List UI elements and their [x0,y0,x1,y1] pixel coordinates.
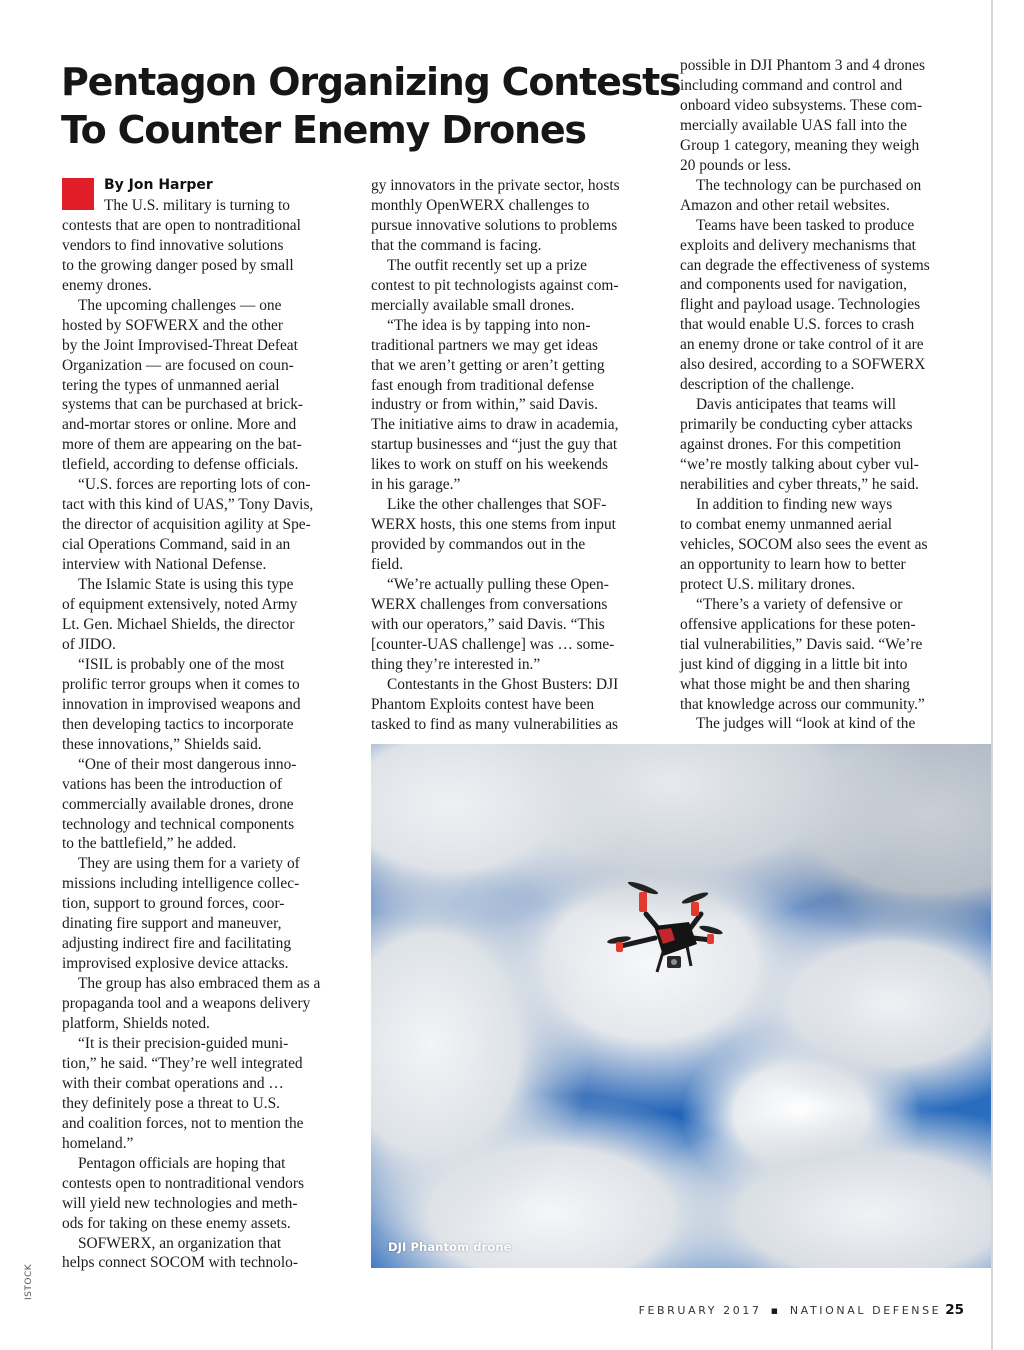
text-line: that the command is facing. [371,236,542,254]
text-line: that we aren’t getting or aren’t getting [371,356,605,374]
text-line: SOFWERX, an organization that [78,1234,282,1252]
text-line: cial Operations Command, said in an [62,536,291,554]
footer-bullet: ▪ [770,1304,781,1317]
headline-line-1: Pentagon Organizing Contests [61,60,681,104]
text-line: missions including intelligence collec- [62,875,300,893]
headline-line-2: To Counter Enemy Drones [61,108,586,152]
text-line: that knowledge across our community.” [680,695,925,713]
headline [61,58,681,154]
text-line: tion, support to ground forces, coor- [62,895,285,913]
text-line: nerabilities and cyber threats,” he said. [680,476,919,494]
text-line: innovation in improvised weapons and [62,695,301,713]
text-line: enemy drones. [62,276,152,294]
text-line: homeland.” [62,1134,134,1152]
text-line: against drones. For this competition [680,436,901,454]
text-line: startup businesses and “just the guy that [371,436,618,454]
text-line: vehicles, SOCOM also sees the event as [680,535,928,553]
byline: By Jon Harper [104,177,213,193]
page-number: 25 [945,1302,964,1318]
text-line: tact with this kind of UAS,” Tony Davis, [62,496,314,514]
text-line: WERX hosts, this one stems from input [371,516,616,534]
text-line: tasked to find as many vulnerabilities as [371,715,619,733]
drone-photo [371,744,991,1268]
article-column-2 [371,176,663,735]
text-line: Group 1 category, meaning they weigh [680,136,920,154]
text-line: contests open to nontraditional vendors [62,1174,304,1192]
text-line: by the Joint Improvised-Threat Defeat [62,336,298,354]
text-line: pursue innovative solutions to problems [371,216,618,234]
text-line: flight and payload usage. Technologies [680,296,921,314]
text-line: with our operators,” said Davis. “This [371,615,605,633]
drone-body [654,922,697,956]
text-line: traditional partners we may get ideas [371,336,598,354]
text-line: exploits and delivery mechanisms that [680,236,916,254]
text-line: an opportunity to learn how to better [680,555,906,573]
text-line: gy innovators in the private sector, hosts [371,177,620,194]
text-line: 20 pounds or less. [680,156,792,174]
text-line: also desired, according to a SOFWERX [680,356,926,374]
text-line: [counter-UAS challenge] was … some- [371,635,615,653]
text-line: “There’s a variety of defensive or [696,595,903,613]
text-line: description of the challenge. [680,376,855,394]
text-line: they definitely pose a threat to U.S. [62,1094,280,1112]
drone-illustration [371,744,991,1268]
text-line: to the battlefield,” he added. [62,835,237,853]
text-line: “It is their precision-guided muni- [78,1034,289,1052]
text-line: “we’re mostly talking about cyber vul- [680,456,919,474]
text-line: The upcoming challenges — one [78,296,282,314]
text-line: contest to pit technologists against com- [371,276,619,294]
text-line: likes to work on stuff on his weekends [371,456,608,474]
text-line: primarily be conducting cyber attacks [680,416,913,434]
text-line: Phantom Exploits contest have been [371,695,595,713]
text-line: vations has been the introduction of [62,775,283,793]
text-line: can degrade the effectiveness of systems [680,256,930,274]
text-line: tering the types of unmanned aerial [62,376,280,394]
text-line: improvised explosive device attacks. [62,955,289,973]
text-line: helps connect SOCOM with technolo- [62,1254,298,1272]
text-line: will yield new technologies and meth- [62,1194,298,1212]
page-footer [639,1302,964,1318]
text-line: to the growing danger posed by small [62,256,294,274]
text-line: that would enable U.S. forces to crash [680,316,915,334]
text-line: interview with National Defense. [62,556,267,574]
text-line: The technology can be purchased on [696,176,922,194]
text-line: monthly OpenWERX challenges to [371,196,590,214]
text-line: ods for taking on these enemy assets. [62,1214,291,1232]
text-line: these innovations,” Shields said. [62,735,262,753]
text-line: an enemy drone or take control of it are [680,336,924,354]
text-line: and coalition forces, not to mention the [62,1114,304,1132]
text-line: platform, Shields noted. [62,1015,210,1033]
text-line: of equipment extensively, noted Army [62,596,298,614]
text-line: including command and control and [680,76,903,94]
text-line: Organization — are focused on coun- [62,356,294,374]
text-line: The initiative aims to draw in academia, [371,416,619,434]
text-line: Contestants in the Ghost Busters: DJI [387,675,619,693]
text-line: and components used for navigation, [680,276,907,294]
text-line: “The idea is by tapping into non- [387,316,591,334]
text-line: protect U.S. military drones. [680,575,856,593]
text-line: fast enough from traditional defense [371,376,595,394]
text-line: field. [371,556,404,574]
text-line: to combat enemy unmanned aerial [680,515,892,533]
text-line: The group has also embraced them as a [78,975,321,993]
text-line: in his garage.” [371,476,461,494]
text-line: dinating fire support and maneuver, [62,915,282,933]
text-line: Lt. Gen. Michael Shields, the director [62,615,295,633]
text-line: “We’re actually pulling these Open- [387,576,609,594]
text-line: systems that can be purchased at brick- [62,396,304,414]
text-line: with their combat operations and … [62,1074,284,1092]
text-line: prolific terror groups when it comes to [62,675,300,693]
text-line: industry or from within,” said Davis. [371,396,598,414]
text-line: tion,” he said. “They’re well integrated [62,1054,303,1072]
text-line: provided by commandos out in the [371,536,586,554]
text-line: “One of their most dangerous inno- [78,755,297,773]
first-paragraph-opening: The U.S. military is turning to [104,196,290,214]
text-line: just kind of digging in a little bit into [680,655,908,673]
article-column-3 [680,56,970,734]
text-line: propaganda tool and a weapons delivery [62,995,311,1013]
text-line: They are using them for a variety of [78,855,300,873]
text-line: “ISIL is probably one of the most [78,655,285,673]
photo-credit: ISTOCK [24,1263,34,1300]
text-line: and-mortar stores or online. More and [62,416,297,434]
text-line: The judges will “look at kind of the [696,715,916,733]
article-column-1 [62,176,352,1273]
text-line: The Islamic State is using this type [78,576,294,594]
text-line: The outfit recently set up a prize [387,256,587,274]
text-line: mercially available small drones. [371,296,575,314]
text-line: In addition to finding new ways [696,495,893,513]
photo-caption: DJI Phantom drone [388,1240,512,1254]
text-line: “U.S. forces are reporting lots of con- [78,476,311,494]
text-line: WERX challenges from conversations [371,596,608,614]
text-line: hosted by SOFWERX and the other [62,316,283,334]
text-line: technology and technical components [62,815,295,833]
text-line: Davis anticipates that teams will [696,396,897,414]
text-line: vendors to find innovative solutions [62,236,284,254]
text-line: adjusting indirect fire and facilitating [62,935,292,953]
text-line: possible in DJI Phantom 3 and 4 drones [680,57,925,74]
text-line: mercially available UAS fall into the [680,116,907,134]
text-line: Pentagon officials are hoping that [78,1154,286,1172]
footer-issue-date: FEBRUARY 2017 [638,1304,762,1317]
text-line: tial vulnerabilities,” Davis said. “We’re [680,635,923,653]
text-line: thing they’re interested in.” [371,655,541,673]
text-line: the director of acquisition agility at Spe- [62,516,311,534]
text-line: onboard video subsystems. These com- [680,96,923,114]
page-edge-rule [991,0,993,1350]
text-line: commercially available drones, drone [62,795,294,813]
text-line: more of them are appearing on the bat- [62,436,302,454]
text-line: tlefield, according to defense officials. [62,456,299,474]
text-line: Amazon and other retail websites. [680,196,890,214]
text-line: offensive applications for these poten- [680,615,916,633]
footer-publication: NATIONAL DEFENSE [789,1304,942,1317]
text-line: contests that are open to nontraditional [62,216,301,234]
text-line: Teams have been tasked to produce [696,216,915,234]
text-line: then developing tactics to incorporate [62,715,294,733]
text-line: Like the other challenges that SOF- [387,496,607,514]
text-line: of JIDO. [62,635,116,653]
text-line: what those might be and then sharing [680,675,910,693]
